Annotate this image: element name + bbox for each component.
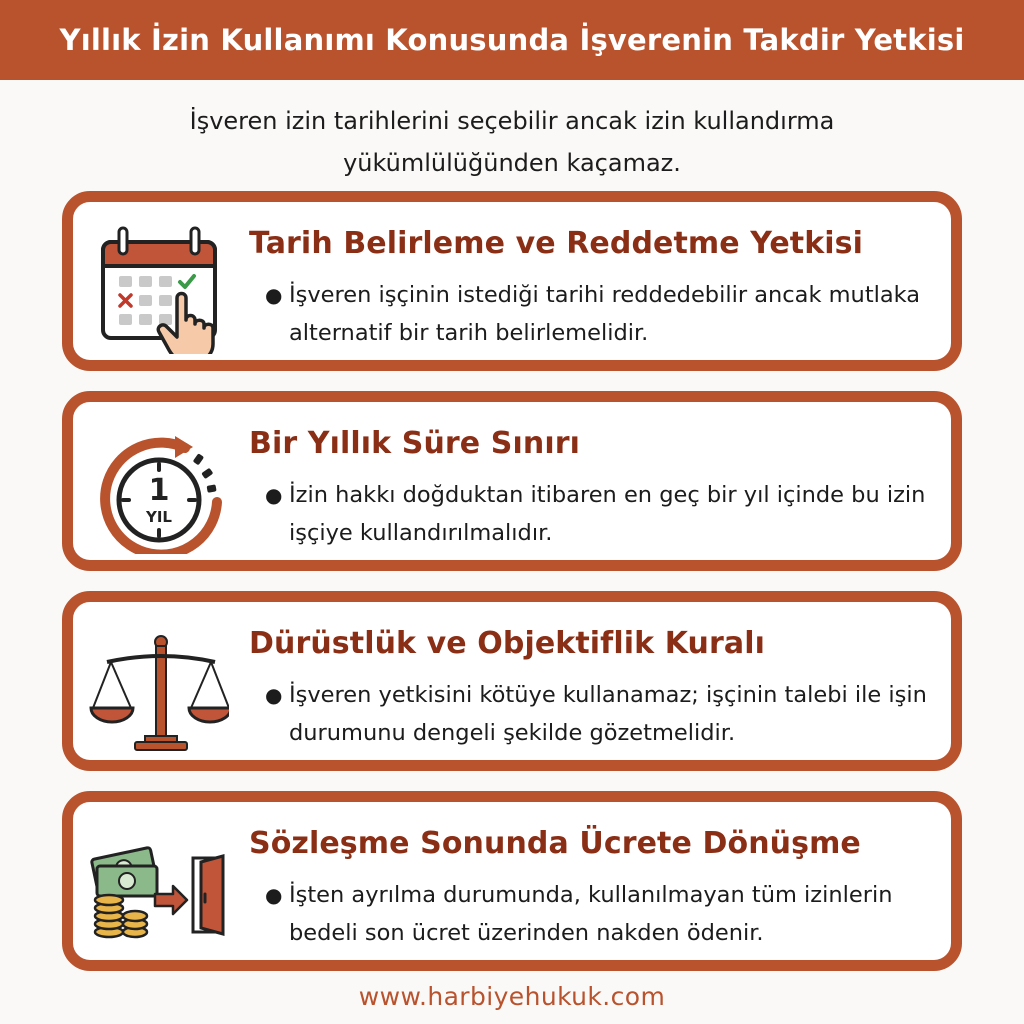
clock-number: 1 [148, 473, 170, 508]
card-title: Dürüstlük ve Objektiflik Kuralı [249, 626, 765, 661]
card-date-authority [62, 191, 962, 371]
card-one-year-limit [62, 391, 962, 571]
bullet-dot: ● [265, 883, 283, 907]
card-bullet [265, 876, 965, 952]
card-contract-end [62, 791, 962, 971]
card-title: Sözleşme Sonunda Ücrete Dönüşme [249, 826, 861, 861]
footer-website-link[interactable]: www.harbiyehukuk.com [358, 982, 666, 1011]
card-bullet [265, 276, 965, 352]
subtitle: İşveren izin tarihlerini seçebilir ancak izin kullandırma yükümlülüğünden kaçamaz. [189, 107, 835, 177]
one-year-clock-icon [89, 414, 229, 554]
clock-label: YIL [145, 508, 173, 526]
card-honesty-rule [62, 591, 962, 771]
card-text: İzin hakkı doğduktan itibaren en geç bir yıl içinde bu izin işçiye kullandırılmalıdır. [289, 482, 926, 546]
bullet-dot: ● [265, 683, 283, 707]
header-banner [0, 0, 1024, 80]
bullet-dot: ● [265, 283, 283, 307]
card-title: Bir Yıllık Süre Sınırı [249, 426, 580, 461]
card-bullet [265, 676, 965, 752]
card-text: İşveren işçinin istediği tarihi reddedebilir ancak mutlaka alternatif bir tarih belirlemelidir. [289, 282, 921, 346]
card-title: Tarih Belirleme ve Reddetme Yetkisi [249, 226, 863, 261]
card-text: İşveren yetkisini kötüye kullanamaz; işçinin talebi ile işin durumunu dengeli şekilde gözetmelidir. [289, 682, 927, 746]
page-title: Yıllık İzin Kullanımı Konusunda İşverenin Takdir Yetkisi [59, 23, 965, 57]
calendar-hand-icon [89, 214, 229, 354]
card-bullet [265, 476, 965, 552]
money-exit-icon [89, 814, 229, 954]
bullet-dot: ● [265, 483, 283, 507]
card-text: İşten ayrılma durumunda, kullanılmayan tüm izinlerin bedeli son ücret üzerinden nakden ödenir. [289, 882, 893, 946]
scales-icon [89, 614, 229, 754]
